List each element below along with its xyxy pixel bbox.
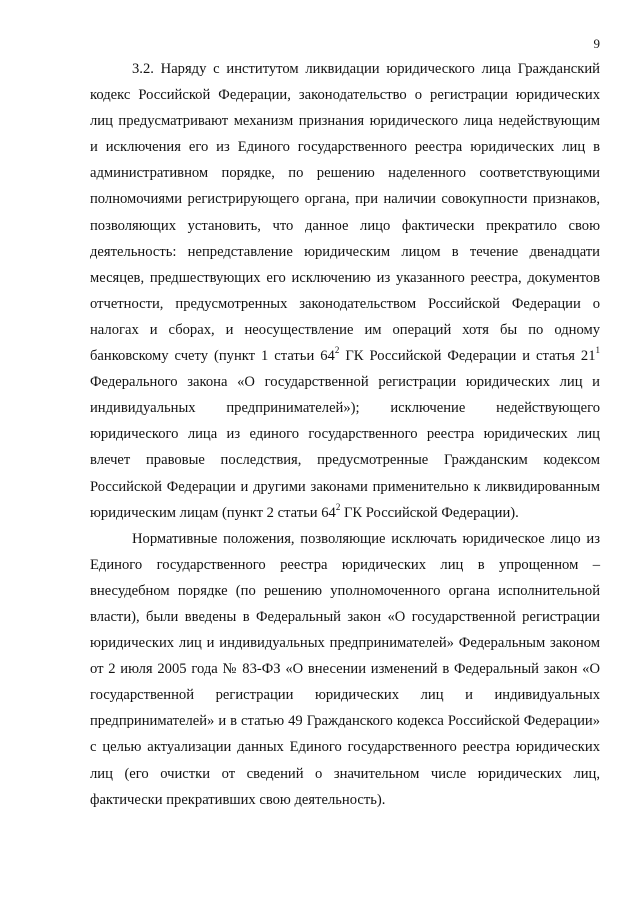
page-number: 9 (593, 36, 600, 51)
superscript-article-64-2: 2 (334, 345, 340, 356)
document-body (90, 56, 600, 813)
paragraph-1-text-c: Федерального закона «О государственной регистрации юридических лиц и индивидуальных предпринимателей»); исключение недействующего юридического лица из единого государственного реестра юридических лиц влечет правовые последствия, предусмотренные Гражданским кодексом Российской Федерации и другими законами применительно к ликвидированным юридическим лицам (пункт 2 статьи 64 (90, 374, 600, 521)
paragraph-1-text-d: ГК Российской Федерации). (340, 504, 519, 521)
paragraph-1-text-a: 3.2. Наряду с институтом ликвидации юридического лица Гражданский кодекс Российской Федерации, законодательство о регистрации юридических лиц предусматривают механизм признания юридического лица недействующим и исключения его из Единого государственного реестра юридических лиц в административном порядке, по решению наделенного соответствующими полномочиями регистрирующего органа, при наличии совокупности признаков, позволяющих установить, что данное лицо фактически прекратило свою деятельность: непредставление юридическим лицом в течение двенадцати месяцев, предшествующих его исключению из указанного реестра, документов отчетности, предусмотренных законодательством Российской Федерации о налогах и сборах, и неосуществление им операций хотя бы по одному банковскому счету (пункт 1 статьи 64 (90, 61, 600, 365)
paragraph-1-text-b: ГК Российской Федерации и статья 21 (339, 348, 596, 365)
superscript-article-21-1: 1 (595, 345, 601, 356)
superscript-article-64-2-second: 2 (335, 501, 341, 512)
paragraph-1 (90, 56, 600, 526)
paragraph-2: Нормативные положения, позволяющие исключать юридическое лицо из Единого государственного реестра юридических лиц в упрощенном – внесудебном порядке (по решению уполномоченного органа исполнительной власти), были введены в Федеральный закон «О государственной регистрации юридических лиц и индивидуальных предпринимателей» Федеральным законом от 2 июля 2005 года № 83-ФЗ «О внесении изменений в Федеральный закон «О государственной регистрации юридических лиц и индивидуальных предпринимателей» и в статью 49 Гражданского кодекса Российской Федерации» с целью актуализации данных Единого государственного реестра юридических лиц (его очистки от сведений о значительном числе юридических лиц, фактически прекративших свою деятельность). (90, 530, 600, 808)
